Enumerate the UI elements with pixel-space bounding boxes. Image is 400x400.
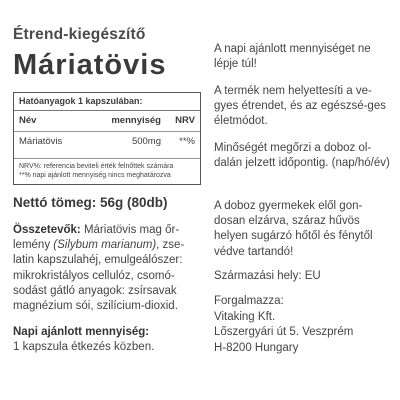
nutrition-table-heading: Hatóanyagok 1 kapszulában:	[14, 93, 200, 111]
daily-dose-label: Napi ajánlott mennyiség:	[13, 326, 150, 339]
daily-dose-text: 1 kapszula étkezés közben.	[13, 341, 155, 354]
distributor-street: Lőszergyári út 5. Veszprém	[214, 326, 354, 338]
footnote-nrv: NRV%: referencia beviteli érték felnőttek számára	[19, 163, 174, 170]
ingredients-label: Összetevők:	[13, 224, 81, 236]
distributor-city: H-8200 Hungary	[214, 341, 299, 354]
column-header-name: Név	[19, 115, 37, 126]
diet-disclaimer: A termék nem helyettesíti a ve-gyes étrendet, és az egészsé-ges életmódot.	[214, 85, 386, 128]
daily-dose	[13, 325, 201, 355]
ingredients-part-1: Máriatövis mag őr-lemény	[13, 224, 180, 252]
net-weight: Nettó tömeg: 56g (80db)	[13, 195, 168, 210]
ingredients-latin-name: (Silybum marianum)	[53, 239, 157, 252]
column-header-amount: mennyiség	[111, 115, 161, 126]
distributor-label: Forgalmazza:	[214, 295, 284, 307]
origin: Származási hely: EU	[214, 270, 321, 282]
ingredient-name-cell: Máriatövis	[19, 136, 63, 147]
ingredients-part-2: , zse-latin kapszulahéj, emulgeálószer: mikrokristályos cellulóz, csomó-sodást gátló anyagok: zsírsavak magnézium sói, szilícium-dioxid.	[13, 239, 185, 313]
product-subtitle: Étrend-kiegészítő	[13, 26, 146, 43]
table-row	[14, 132, 200, 159]
ingredient-amount-cell: 500mg	[131, 136, 161, 147]
footnote-undefined: **% napi ajánlott mennyiség nincs meghatározva	[19, 172, 171, 179]
left-column	[13, 26, 201, 356]
nutrition-table	[13, 92, 201, 185]
distributor-name: Vitaking Kft.	[214, 310, 276, 323]
column-header-nrv: NRV	[175, 115, 195, 126]
dose-warning: A napi ajánlott mennyiséget ne lépje túl!	[214, 43, 371, 71]
nutrition-table-header-row	[14, 111, 200, 132]
product-title: Máriatövis	[13, 49, 167, 81]
ingredient-nrv-cell: **%	[179, 136, 195, 147]
ingredients-text	[13, 223, 201, 314]
best-before-note: Minőségét megőrzi a doboz ol-dalán jelzett időpontig. (nap/hó/év)	[214, 142, 390, 170]
storage-instructions: A doboz gyermekek elől gon-dosan elzárva, száraz hűvös helyen sugárzó hőtől és fénytől védve tartandó!	[214, 200, 373, 258]
nutrition-footnotes	[14, 159, 200, 184]
distributor-block	[214, 294, 353, 356]
